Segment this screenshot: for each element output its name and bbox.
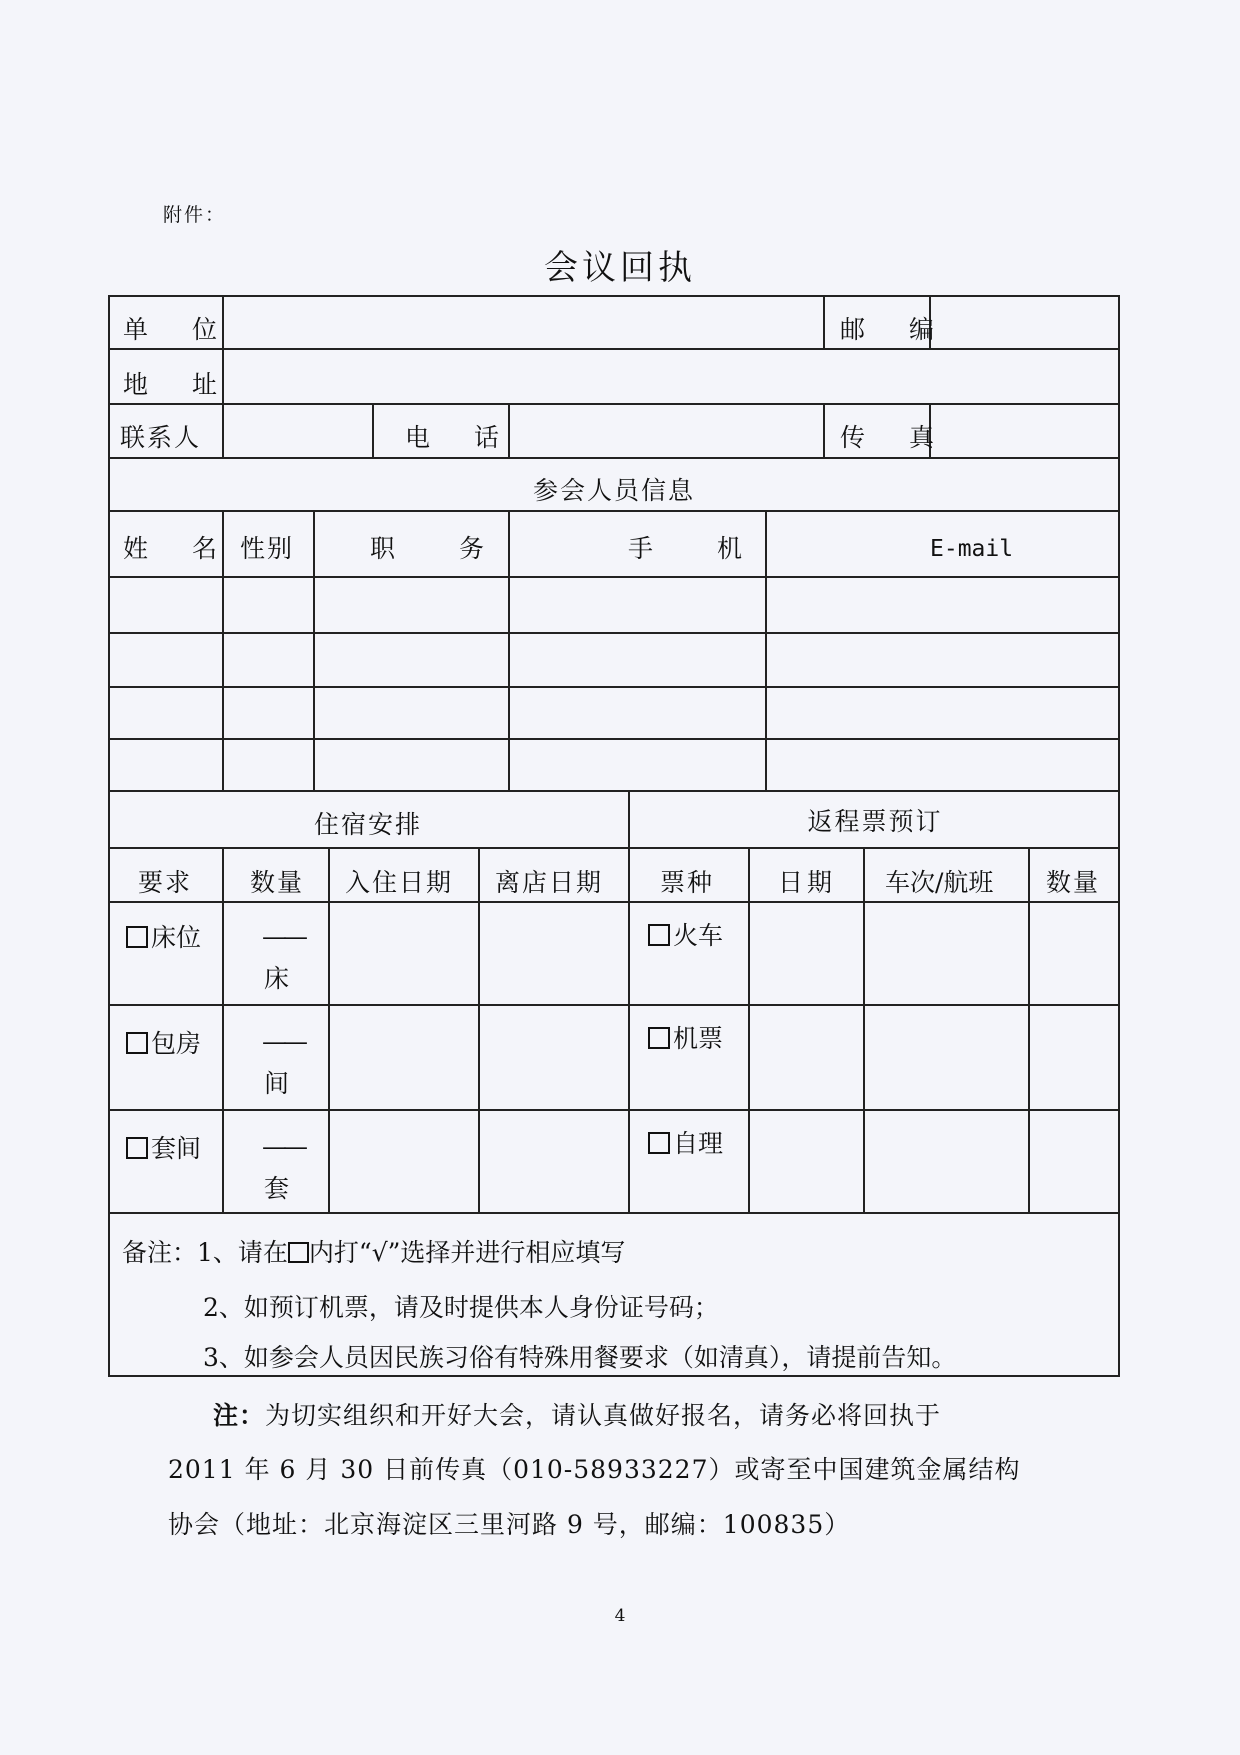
ticket-option-self[interactable]: [648, 1124, 723, 1160]
checkbox-icon[interactable]: [648, 1027, 670, 1049]
row-divider: [108, 686, 1120, 688]
remark-line-2: 2、如预订机票，请及时提供本人身份证号码；: [203, 1293, 719, 1322]
room-option-suite[interactable]: [126, 1129, 201, 1165]
col-header-mobile: 手 机: [628, 534, 770, 563]
room-quantity-private[interactable]: [262, 1027, 304, 1100]
ticket-option-flight[interactable]: [648, 1019, 723, 1055]
lodging-title: 住宿安排: [313, 810, 422, 839]
ticket-option-label: 机票: [673, 1024, 724, 1053]
row-divider: [108, 576, 1120, 578]
col-header-ticket-quantity: 数量: [1046, 868, 1101, 897]
ticket-option-label: 火车: [673, 921, 724, 950]
footer-note-line-1: [213, 1396, 941, 1432]
quantity-blank: ——: [262, 1132, 304, 1161]
row-divider: [108, 510, 1120, 512]
address-label: 地 址: [123, 370, 235, 399]
row-divider: [108, 790, 1120, 792]
col-header-train-flight: 车次/航班: [885, 868, 994, 897]
col-divider: [823, 295, 825, 350]
remark-suffix: 内打“√”选择并进行相应填写: [308, 1238, 626, 1267]
col-divider: [628, 790, 630, 1212]
return-ticket-title: 返程票预订: [807, 807, 943, 836]
ticket-option-train[interactable]: [648, 916, 723, 952]
room-option-bed[interactable]: [126, 918, 201, 954]
col-header-ticket-type: 票种: [660, 868, 715, 897]
footer-note-line-3: 协会（地址：北京海淀区三里河路 9 号，邮编：100835）: [168, 1510, 851, 1539]
room-unit: 床: [264, 964, 290, 993]
checkbox-icon[interactable]: [126, 926, 148, 948]
room-quantity-bed[interactable]: [262, 922, 304, 995]
page-number: 4: [614, 1606, 626, 1626]
remark-prefix: 备注：1、请在: [122, 1238, 288, 1267]
quantity-blank: ——: [262, 1027, 304, 1056]
col-header-checkout-date: 离店日期: [495, 868, 604, 897]
col-divider: [478, 847, 480, 1212]
row-divider: [108, 738, 1120, 740]
col-divider: [823, 403, 825, 457]
phone-label: 电 话: [405, 423, 517, 452]
room-unit: 间: [264, 1069, 290, 1098]
checkbox-icon[interactable]: [648, 924, 670, 946]
col-header-gender: 性别: [240, 534, 295, 563]
fax-label: 传 真: [840, 423, 952, 452]
col-divider: [372, 403, 374, 457]
col-divider: [313, 510, 315, 790]
postcode-field[interactable]: [932, 298, 1118, 346]
row-divider: [108, 632, 1120, 634]
row-divider: [108, 1004, 1120, 1006]
row-divider: [108, 847, 1120, 849]
row-divider: [108, 901, 1120, 903]
room-option-label: 包房: [151, 1029, 202, 1058]
row-divider: [108, 403, 1120, 405]
unit-field[interactable]: [225, 298, 821, 346]
room-option-private[interactable]: [126, 1024, 201, 1060]
attendee-section-title: 参会人员信息: [532, 476, 695, 505]
footer-note-text: 为切实组织和开好大会，请认真做好报名，请务必将回执于: [265, 1401, 942, 1430]
col-divider: [328, 847, 330, 1212]
col-header-email: E-mail: [930, 536, 1014, 562]
room-option-label: 床位: [151, 923, 202, 952]
phone-field[interactable]: [511, 406, 821, 455]
footer-note-line-2: 2011 年 6 月 30 日前传真（010-58933227）或寄至中国建筑金属结构: [168, 1455, 1021, 1484]
col-divider: [1028, 847, 1030, 1212]
row-divider: [108, 1109, 1120, 1111]
room-quantity-suite[interactable]: [262, 1132, 304, 1205]
address-field[interactable]: [225, 351, 1118, 401]
checkbox-icon: [288, 1242, 309, 1263]
col-header-name: 姓 名: [123, 534, 235, 563]
page-title: 会议回执: [544, 248, 696, 288]
col-header-checkin-date: 入住日期: [345, 868, 454, 897]
checkbox-icon[interactable]: [126, 1032, 148, 1054]
remark-line-1: [122, 1233, 625, 1269]
footer-note-label: 注：: [213, 1401, 266, 1430]
col-header-room-quantity: 数量: [250, 868, 305, 897]
fax-field[interactable]: [932, 406, 1118, 455]
col-divider: [863, 847, 865, 1212]
checkbox-icon[interactable]: [648, 1132, 670, 1154]
checkbox-icon[interactable]: [126, 1137, 148, 1159]
contact-label: 联系人: [120, 423, 202, 452]
col-header-requirement: 要求: [138, 868, 193, 897]
quantity-blank: ——: [262, 922, 304, 951]
ticket-option-label: 自理: [673, 1129, 724, 1158]
attachment-label: 附件：: [163, 204, 227, 226]
room-unit: 套: [264, 1174, 290, 1203]
row-divider: [108, 1212, 1120, 1214]
row-divider: [108, 348, 1120, 350]
unit-label: 单 位: [123, 315, 235, 344]
remark-line-3: 3、如参会人员因民族习俗有特殊用餐要求（如清真），请提前告知。: [203, 1343, 957, 1372]
postcode-label: 邮 编: [840, 315, 952, 344]
room-option-label: 套间: [151, 1134, 202, 1163]
col-divider: [748, 847, 750, 1212]
col-divider: [222, 847, 224, 1212]
contact-field[interactable]: [225, 406, 370, 455]
col-header-position: 职 务: [370, 534, 512, 563]
row-divider: [108, 457, 1120, 459]
col-header-ticket-date: 日期: [778, 868, 837, 897]
